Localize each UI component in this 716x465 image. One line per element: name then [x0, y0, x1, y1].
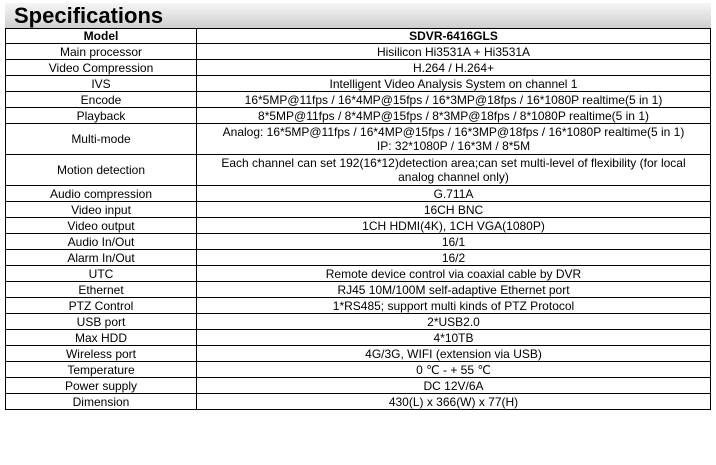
spec-label: Video Compression	[6, 60, 197, 76]
spec-value: DC 12V/6A	[197, 378, 711, 394]
spec-value: Remote device control via coaxial cable by DVR	[197, 266, 711, 282]
spec-value: 16CH BNC	[197, 202, 711, 218]
table-header-row	[6, 29, 711, 44]
spec-label: Power supply	[6, 378, 197, 394]
spec-label: Alarm In/Out	[6, 250, 197, 266]
spec-label: Multi-mode	[6, 124, 197, 155]
table-row	[6, 282, 711, 298]
spec-value: G.711A	[197, 186, 711, 202]
spec-label: PTZ Control	[6, 298, 197, 314]
page-title: Specifications	[14, 3, 164, 28]
title-bar	[5, 3, 711, 29]
spec-value: 16/1	[197, 234, 711, 250]
table-row	[6, 394, 711, 410]
spec-value: Hisilicon Hi3531A + Hi3531A	[197, 44, 711, 60]
spec-value-line: analog channel only)	[398, 170, 509, 184]
spec-value-line: IP: 32*1080P / 16*3M / 8*5M	[376, 139, 531, 153]
spec-label: Audio compression	[6, 186, 197, 202]
spec-label: Video output	[6, 218, 197, 234]
table-row	[6, 378, 711, 394]
spec-table	[5, 28, 711, 410]
table-row	[6, 314, 711, 330]
spec-label: Motion detection	[6, 155, 197, 186]
spec-label: Ethernet	[6, 282, 197, 298]
spec-value-line: Each channel can set 192(16*12)detection area;can set multi-level of flexibility (for local	[221, 156, 686, 170]
spec-label: IVS	[6, 76, 197, 92]
spec-label: Encode	[6, 92, 197, 108]
spec-label: Main processor	[6, 44, 197, 60]
table-row	[6, 155, 711, 186]
spec-value: 16/2	[197, 250, 711, 266]
spec-value: 8*5MP@11fps / 8*4MP@15fps / 8*3MP@18fps / 8*1080P realtime(5 in 1)	[197, 108, 711, 124]
spec-value: 430(L) x 366(W) x 77(H)	[197, 394, 711, 410]
spec-label: Wireless port	[6, 346, 197, 362]
spec-label: Playback	[6, 108, 197, 124]
spec-label: Video input	[6, 202, 197, 218]
spec-value	[197, 124, 711, 155]
spec-value-line: Analog: 16*5MP@11fps / 16*4MP@15fps / 16*3MP@18fps / 16*1080P realtime(5 in 1)	[222, 125, 685, 139]
table-row	[6, 202, 711, 218]
table-row	[6, 76, 711, 92]
table-row	[6, 60, 711, 76]
table-row	[6, 44, 711, 60]
spec-value: H.264 / H.264+	[197, 60, 711, 76]
spec-label: UTC	[6, 266, 197, 282]
spec-value: 1*RS485; support multi kinds of PTZ Protocol	[197, 298, 711, 314]
table-row	[6, 298, 711, 314]
spec-value: 0 ℃ - + 55 ℃	[197, 362, 711, 378]
table-row	[6, 234, 711, 250]
table-row	[6, 124, 711, 155]
header-model: SDVR-6416GLS	[197, 29, 711, 44]
table-row	[6, 92, 711, 108]
table-row	[6, 218, 711, 234]
spec-value: 1CH HDMI(4K), 1CH VGA(1080P)	[197, 218, 711, 234]
spec-label: USB port	[6, 314, 197, 330]
table-row	[6, 250, 711, 266]
spec-label: Max HDD	[6, 330, 197, 346]
spec-label: Audio In/Out	[6, 234, 197, 250]
table-row	[6, 186, 711, 202]
table-row	[6, 362, 711, 378]
spec-value: 4G/3G, WIFI (extension via USB)	[197, 346, 711, 362]
header-label: Model	[6, 29, 197, 44]
table-row	[6, 330, 711, 346]
spec-label: Dimension	[6, 394, 197, 410]
spec-value	[197, 155, 711, 186]
spec-value: RJ45 10M/100M self-adaptive Ethernet port	[197, 282, 711, 298]
table-row	[6, 266, 711, 282]
spec-value: Intelligent Video Analysis System on channel 1	[197, 76, 711, 92]
spec-value: 4*10TB	[197, 330, 711, 346]
table-row	[6, 346, 711, 362]
spec-value: 2*USB2.0	[197, 314, 711, 330]
spec-label: Temperature	[6, 362, 197, 378]
spec-value: 16*5MP@11fps / 16*4MP@15fps / 16*3MP@18fps / 16*1080P realtime(5 in 1)	[197, 92, 711, 108]
table-row	[6, 108, 711, 124]
